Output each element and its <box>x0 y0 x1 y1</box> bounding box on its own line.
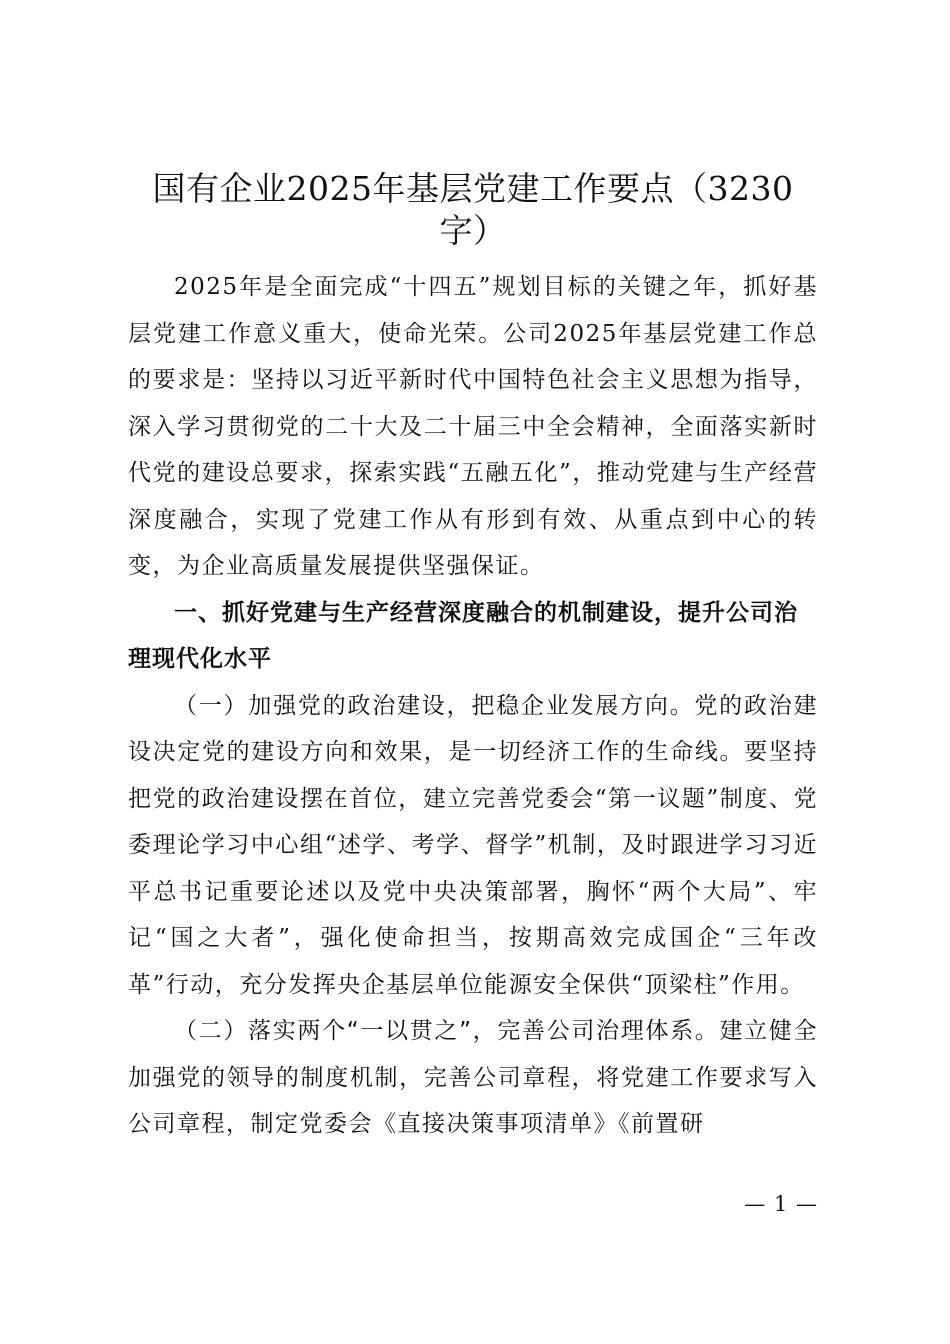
section-item-2-lead: （二）落实两个“一以贯之”，完善公司治理体系。 <box>174 1018 720 1044</box>
section-item-1 <box>128 683 818 1009</box>
intro-paragraph: 2025年是全面完成“十四五”规划目标的关键之年，抓好基层党建工作意义重大，使命光荣。公司2025年基层党建工作总的要求是：坚持以习近平新时代中国特色社会主义思想为指导，深入学习贯彻党的二十大及二十届三中全会精神，全面落实新时代党的建设总要求，探索实践“五融五化”，推动党建与生产经营深度融合，实现了党建工作从有形到有效、从重点到中心的转变，为企业高质量发展提供坚强保证。 <box>128 274 818 579</box>
section-item-1-lead: （一）加强党的政治建设，把稳企业发展方向。 <box>174 692 695 719</box>
section-item-2 <box>128 1008 818 1148</box>
section-item-2-body: 建立健全加强党的领导的制度机制，完善公司章程，将党建工作要求写入公司章程，制定党委会《直接决策事项清单》《前置研 <box>128 1018 818 1137</box>
section-item-1-body: 党的政治建设决定党的建设方向和效果，是一切经济工作的生命线。要坚持把党的政治建设摆在首位，建立完善党委会“第一议题”制度、党委理论学习中心组“述学、考学、督学”机制，及时跟进学习习近平总书记重要论述以及党中央决策部署，胸怀“两个大局”、牢记“国之大者”，强化使命担当，按期高效完成国企“三年改革”行动，充分发挥央企基层单位能源安全保供“顶梁柱”作用。 <box>128 692 819 998</box>
page-number: — 1 — <box>744 1192 818 1216</box>
section-heading-1: 一、抓好党建与生产经营深度融合的机制建设，提升公司治理现代化水平 <box>128 599 798 672</box>
document-page <box>128 168 818 1148</box>
document-title: 国有企业2025年基层党建工作要点（3230字） <box>152 169 794 250</box>
